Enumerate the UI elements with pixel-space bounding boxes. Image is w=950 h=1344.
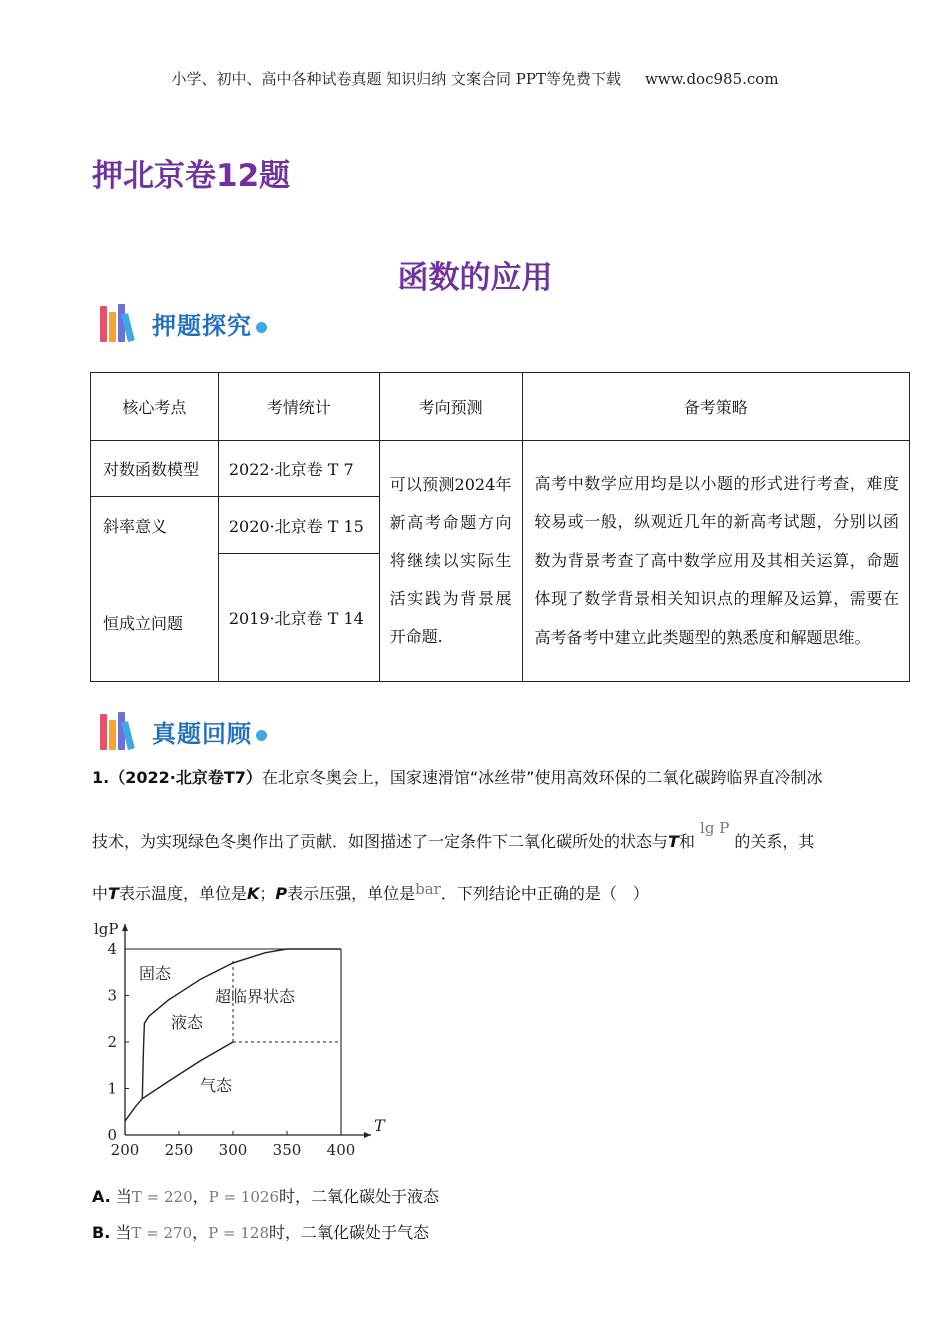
dot-icon: [256, 322, 267, 333]
header-url[interactable]: www.doc985.com: [644, 70, 779, 88]
books-icon: [98, 710, 148, 752]
y-tick-label: 2: [107, 1033, 117, 1051]
question-text: 中: [92, 884, 109, 903]
formula-P: P = 1026: [208, 1188, 280, 1206]
y-tick-label: 4: [107, 940, 117, 958]
table-header: 考向预测: [379, 373, 522, 441]
option-letter: B.: [92, 1223, 111, 1242]
option-text: 当: [115, 1223, 132, 1242]
table-row: [91, 441, 910, 497]
option-text: 当: [115, 1187, 132, 1206]
dot-icon: [256, 730, 267, 741]
question-source: （2022·北京卷T7）: [109, 768, 262, 787]
main-title: 押北京卷12题: [92, 158, 291, 194]
question-line-1: [92, 765, 822, 788]
option-a[interactable]: [92, 1184, 439, 1207]
option-b[interactable]: [92, 1220, 429, 1243]
question-text: ；: [259, 884, 276, 903]
x-axis-arrow: [364, 1132, 371, 1138]
series-line: [125, 1099, 142, 1121]
y-tick-label: 0: [107, 1126, 117, 1144]
core-point-text: 恒成立问题: [103, 614, 184, 633]
option-text: ，: [192, 1223, 209, 1242]
option-text: 时，二氧化碳处于气态: [268, 1223, 429, 1242]
exam-stat-cell: 2022·北京卷 T 7: [218, 441, 379, 497]
question-text: 表示温度，单位是: [118, 884, 247, 903]
exam-stat-cell: 2020·北京卷 T 15: [218, 497, 379, 554]
formula-T: T = 220: [131, 1188, 193, 1206]
question-text: 在北京冬奥会上，国家速滑馆“冰丝带”使用高效环保的二氧化碳跨临界直冷制冰: [261, 768, 823, 787]
question-text: 技术，为实现绿色冬奥作出了贡献．如图描述了一定条件下二氧化碳所处的状态与: [92, 832, 669, 851]
table-header: 考情统计: [218, 373, 379, 441]
subject-title: 函数的应用: [397, 260, 553, 296]
x-tick-label: 350: [272, 1141, 302, 1159]
formula-lgP: lg P: [700, 819, 730, 837]
exam-stat-cell: 2019·北京卷 T 14: [218, 554, 379, 682]
section-explore-heading: [98, 300, 267, 346]
x-tick-label: 200: [110, 1141, 140, 1159]
option-text: 时，二氧化碳处于液态: [279, 1187, 440, 1206]
exam-info-table: [90, 372, 910, 682]
region-label: 液态: [171, 1013, 204, 1032]
table-header: 备考策略: [522, 373, 909, 441]
table-header-row: [91, 373, 910, 441]
question-text: 的关系，其: [734, 832, 815, 851]
variable-T: T: [108, 884, 119, 903]
formula-T: T = 270: [131, 1224, 193, 1242]
x-axis-label: T: [374, 1116, 385, 1135]
region-label: 超临界状态: [215, 987, 296, 1006]
books-icon: [98, 302, 148, 344]
strategy-cell: 高考中数学应用均是以小题的形式进行考查，难度较易或一般，纵观近几年的新高考试题，分别以函数为背景考查了高中数学应用及其相关运算，命题体现了数学背景相关知识点的理解及运算，需要在高考备考中建立此类题型的熟悉度和解题思维。: [522, 441, 909, 682]
question-text: 和: [678, 832, 695, 851]
core-point-text: 斜率意义: [103, 517, 168, 536]
unit-bar: bar: [415, 880, 441, 898]
variable-T: T: [668, 832, 679, 851]
section-review-label: 真题回顾: [152, 719, 252, 748]
formula-P: P = 128: [208, 1224, 269, 1242]
y-tick-label: 1: [107, 1079, 117, 1098]
question-line-2: [92, 819, 815, 852]
question-text: ．下列结论中正确的是（ ）: [440, 884, 649, 903]
option-letter: A.: [92, 1187, 111, 1206]
table-header: 核心考点: [91, 373, 219, 441]
phase-diagram-chart: [92, 912, 385, 1170]
region-label: 固态: [139, 964, 172, 983]
region-label: 气态: [200, 1076, 233, 1095]
section-review-heading: [98, 708, 267, 754]
option-text: ，: [192, 1187, 209, 1206]
x-tick-label: 300: [218, 1141, 248, 1159]
y-tick-label: 3: [107, 986, 117, 1005]
question-line-3: [92, 881, 649, 904]
header-text: 小学、初中、高中各种试卷真题 知识归纳 文案合同 PPT等免费下载: [171, 70, 621, 88]
question-number: 1.: [92, 768, 110, 787]
x-tick-label: 250: [164, 1141, 194, 1159]
core-point-cell: 对数函数模型: [91, 441, 219, 497]
question-text: 表示压强，单位是: [287, 884, 416, 903]
y-axis-arrow: [122, 924, 128, 931]
y-axis-label: lgP: [94, 920, 119, 938]
variable-P: P: [275, 884, 288, 903]
core-point-cell: [91, 497, 219, 682]
page-header: [0, 68, 950, 89]
section-explore-label: 押题探究: [152, 311, 252, 340]
unit-K: K: [246, 884, 260, 903]
prediction-cell: 可以预测2024年新高考命题方向将继续以实际生活实践为背景展开命题.: [379, 441, 522, 682]
x-tick-label: 400: [326, 1141, 356, 1159]
